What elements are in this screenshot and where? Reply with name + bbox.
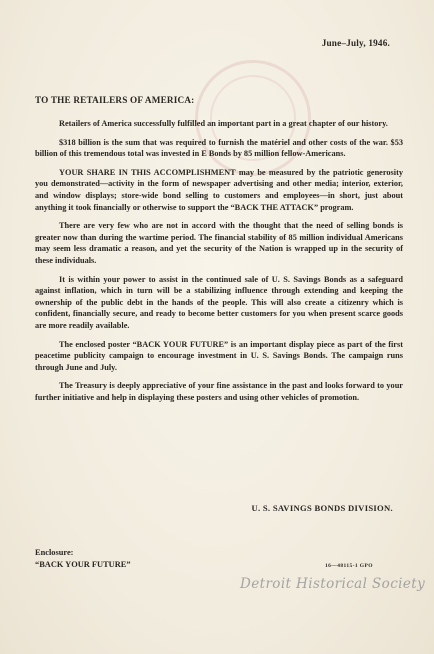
paragraph-6: The enclosed poster “BACK YOUR FUTURE” is an important display piece as part of the first peacetime publicity campaign to encourage investment in U. S. Savings Bonds. The campaign runs through June and July. xyxy=(35,339,403,372)
salutation: TO THE RETAILERS OF AMERICA: xyxy=(35,95,195,105)
paragraph-1: Retailers of America successfully fulfilled an important part in a great chapter of our history. xyxy=(59,119,388,128)
printing-code: 16—48115-1 GPO xyxy=(325,563,373,569)
enclosure-note xyxy=(35,547,131,570)
signature-division: U. S. SAVINGS BONDS DIVISION. xyxy=(251,503,393,513)
enclosure-label: Enclosure: xyxy=(35,548,74,557)
paragraph-2: $318 billion is the sum that was required to furnish the matériel and other costs of the war. $53 billion of this tremendous total was invested in E Bonds by 85 million fellow-Americans. xyxy=(35,137,403,159)
paragraph-7: The Treasury is deeply appreciative of your fine assistance in the past and looks forward to your further initiative and help in displaying these posters and using other vehicles of promotion. xyxy=(35,381,403,402)
letter-body xyxy=(35,118,403,410)
paragraph-5: It is within your power to assist in the continued sale of U. S. Savings Bonds as a safeguard against inflation, which in turn will be a stabilizing influence through extending and keeping the ownership of the public debt in the hands of the people. This will also create a citizenry which is confident, financially secure, and ready to become better customers for you when present scarce goods are more readily available. xyxy=(35,274,403,330)
enclosure-title: “BACK YOUR FUTURE” xyxy=(35,559,131,569)
paragraph-3: YOUR SHARE IN THIS ACCOMPLISHMENT may be measured by the patriotic generosity you demonstrated—activity in the form of newspaper advertising and other media; interior, exterior, and window displays; store-wide bond selling to customers and employees—in short, just about anything it took financially or otherwise to support the “BACK THE ATTACK” program. xyxy=(35,167,403,212)
letter-date: June–July, 1946. xyxy=(321,38,390,48)
watermark-text: Detroit Historical Society xyxy=(240,576,426,592)
paragraph-4: There are very few who are not in accord with the thought that the need of selling bonds is greater now than during the wartime period. The financial stability of 85 million individual Americans may seem less dramatic a reason, and yet the security of the Nation is wrapped up in the security of these individuals. xyxy=(35,221,403,265)
